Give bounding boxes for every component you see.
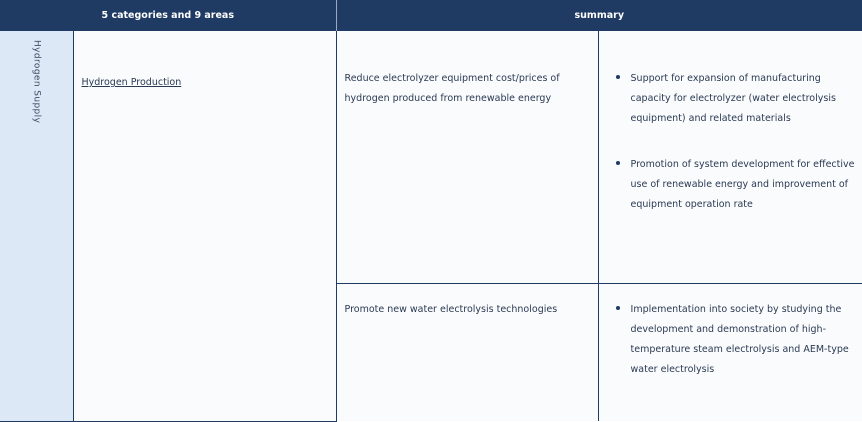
theme-cell: Promote new water electrolysis technologies (336, 283, 598, 421)
theme-cell: Reduce electrolyzer equipment cost/prices of hydrogen produced from renewable energy (336, 31, 598, 283)
header-row (0, 0, 862, 31)
summary-list (613, 300, 857, 380)
category-label: Hydrogen Supply (31, 40, 42, 124)
header-categories: 5 categories and 9 areas (0, 0, 336, 31)
summary-bullet: Support for expansion of manufacturing capacity for electrolyzer (water electrolysis equipment) and related materials (631, 69, 857, 129)
summary-cell (598, 283, 862, 421)
category-cell (0, 31, 73, 421)
area-cell (73, 31, 336, 421)
table-row (0, 31, 862, 283)
header-summary: summary (336, 0, 862, 31)
summary-cell (598, 31, 862, 283)
summary-bullet: Promotion of system development for effective use of renewable energy and improvement of equipment operation rate (631, 155, 857, 215)
summary-list (613, 69, 857, 215)
summary-bullet: Implementation into society by studying the development and demonstration of high-temperature steam electrolysis and AEM-type water electrolysis (631, 300, 857, 380)
area-link-hydrogen-production[interactable]: Hydrogen Production (81, 77, 182, 88)
